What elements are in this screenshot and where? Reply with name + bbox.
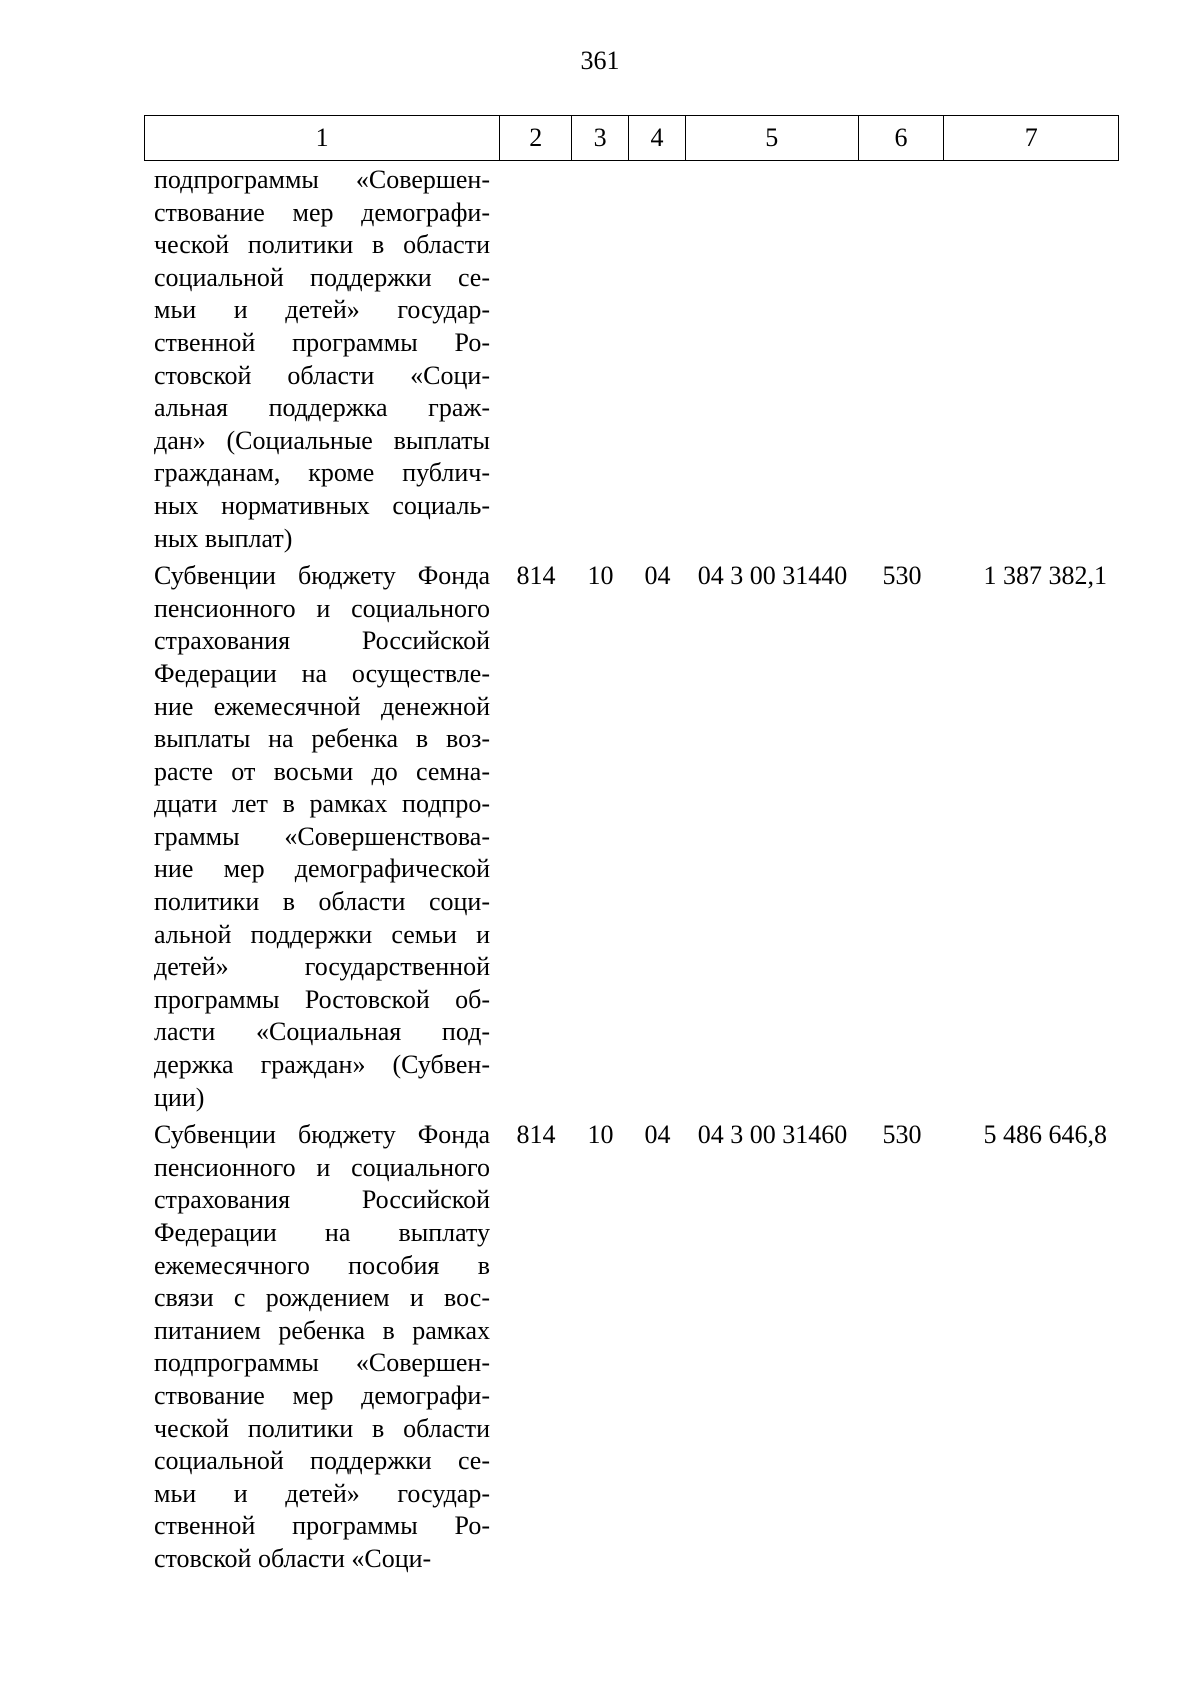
row-col-5: 04 3 00 31440 [697,561,848,591]
description-line: страхования Российской [154,1185,490,1215]
description-line: ласти «Социальная под- [154,1017,490,1047]
header-col-6: 6 [859,116,945,160]
description-line: ных нормативных социаль- [154,490,490,520]
description-line: гражданам, кроме публич- [154,458,490,488]
description-line: ции) [154,1082,205,1112]
description-line: Субвенции бюджету Фонда [154,561,490,591]
row-col-2: 814 [516,1120,556,1150]
table-row [144,164,1119,555]
table-header-row [144,115,1119,161]
table-row [144,560,1119,1114]
description-line: альной поддержки семьи и [154,919,490,949]
description-line: питанием ребенка в рамках [154,1315,490,1345]
row-description [144,1119,500,1575]
row-col-3: 10 [587,1120,614,1150]
table-body [144,164,1119,1576]
description-line: альная поддержка граж- [154,393,490,423]
description-line: подпрограммы «Совершен- [154,165,490,194]
row-col-3: 10 [587,561,614,591]
row-col-5: 04 3 00 31460 [697,1120,848,1150]
row-description [144,164,500,555]
description-line: Федерации на выплату [154,1218,490,1247]
header-col-3: 3 [572,116,629,160]
description-line: подпрограммы «Совершен- [154,1348,490,1378]
description-line: ных выплат) [154,523,293,553]
description-line: ние мер демографической [154,854,490,884]
row-col-7: 1 387 382,1 [983,561,1107,591]
description-line: детей» государственной [154,952,490,982]
description-line: ственной программы Ро- [154,327,490,357]
description-line: ческой политики в области [154,1413,490,1443]
description-line: социальной поддержки се- [154,1446,490,1476]
description-line: Субвенции бюджету Фонда [154,1120,490,1150]
description-line: ческой политики в области [154,230,490,260]
description-line: дан» (Социальные выплаты [154,425,490,455]
header-col-2: 2 [500,116,572,160]
description-line: страхования Российской [154,626,490,656]
description-line: дцати лет в рамках подпро- [154,789,490,819]
description-line: программы Ростовской об- [154,984,490,1014]
description-line: пенсионного и социального [154,593,490,623]
description-line: стовской области «Соци- [154,1543,432,1573]
row-description [144,560,500,1114]
row-col-2: 814 [516,561,556,591]
table-row [144,1119,1119,1575]
header-col-4: 4 [629,116,686,160]
row-col-4: 04 [644,1120,671,1150]
row-col-6: 530 [882,1120,922,1150]
description-line: стовской области «Соци- [154,360,490,390]
description-line: мьи и детей» государ- [154,295,490,325]
row-col-6: 530 [882,561,922,591]
header-col-1: 1 [145,116,500,160]
description-line: ствование мер демографи- [154,1380,490,1410]
description-line: граммы «Совершенствова- [154,821,490,851]
description-line: выплаты на ребенка в воз- [154,724,490,754]
description-line: ние ежемесячной денежной [154,691,490,721]
description-line: политики в области соци- [154,887,490,917]
description-line: пенсионного и социального [154,1152,490,1182]
description-line: держка граждан» (Субвен- [154,1050,490,1080]
row-col-7: 5 486 646,8 [983,1120,1107,1150]
description-line: ежемесячного пособия в [154,1250,490,1280]
description-line: социальной поддержки се- [154,262,490,292]
header-col-5: 5 [686,116,859,160]
description-line: расте от восьми до семна- [154,756,490,786]
page-number: 361 [580,46,620,75]
row-col-4: 04 [644,561,671,591]
description-line: ствование мер демографи- [154,197,490,227]
description-line: Федерации на осуществле- [154,658,490,688]
description-line: связи с рождением и вос- [154,1283,490,1313]
description-line: мьи и детей» государ- [154,1478,490,1508]
header-col-7: 7 [1024,123,1038,152]
description-line: ственной программы Ро- [154,1511,490,1541]
